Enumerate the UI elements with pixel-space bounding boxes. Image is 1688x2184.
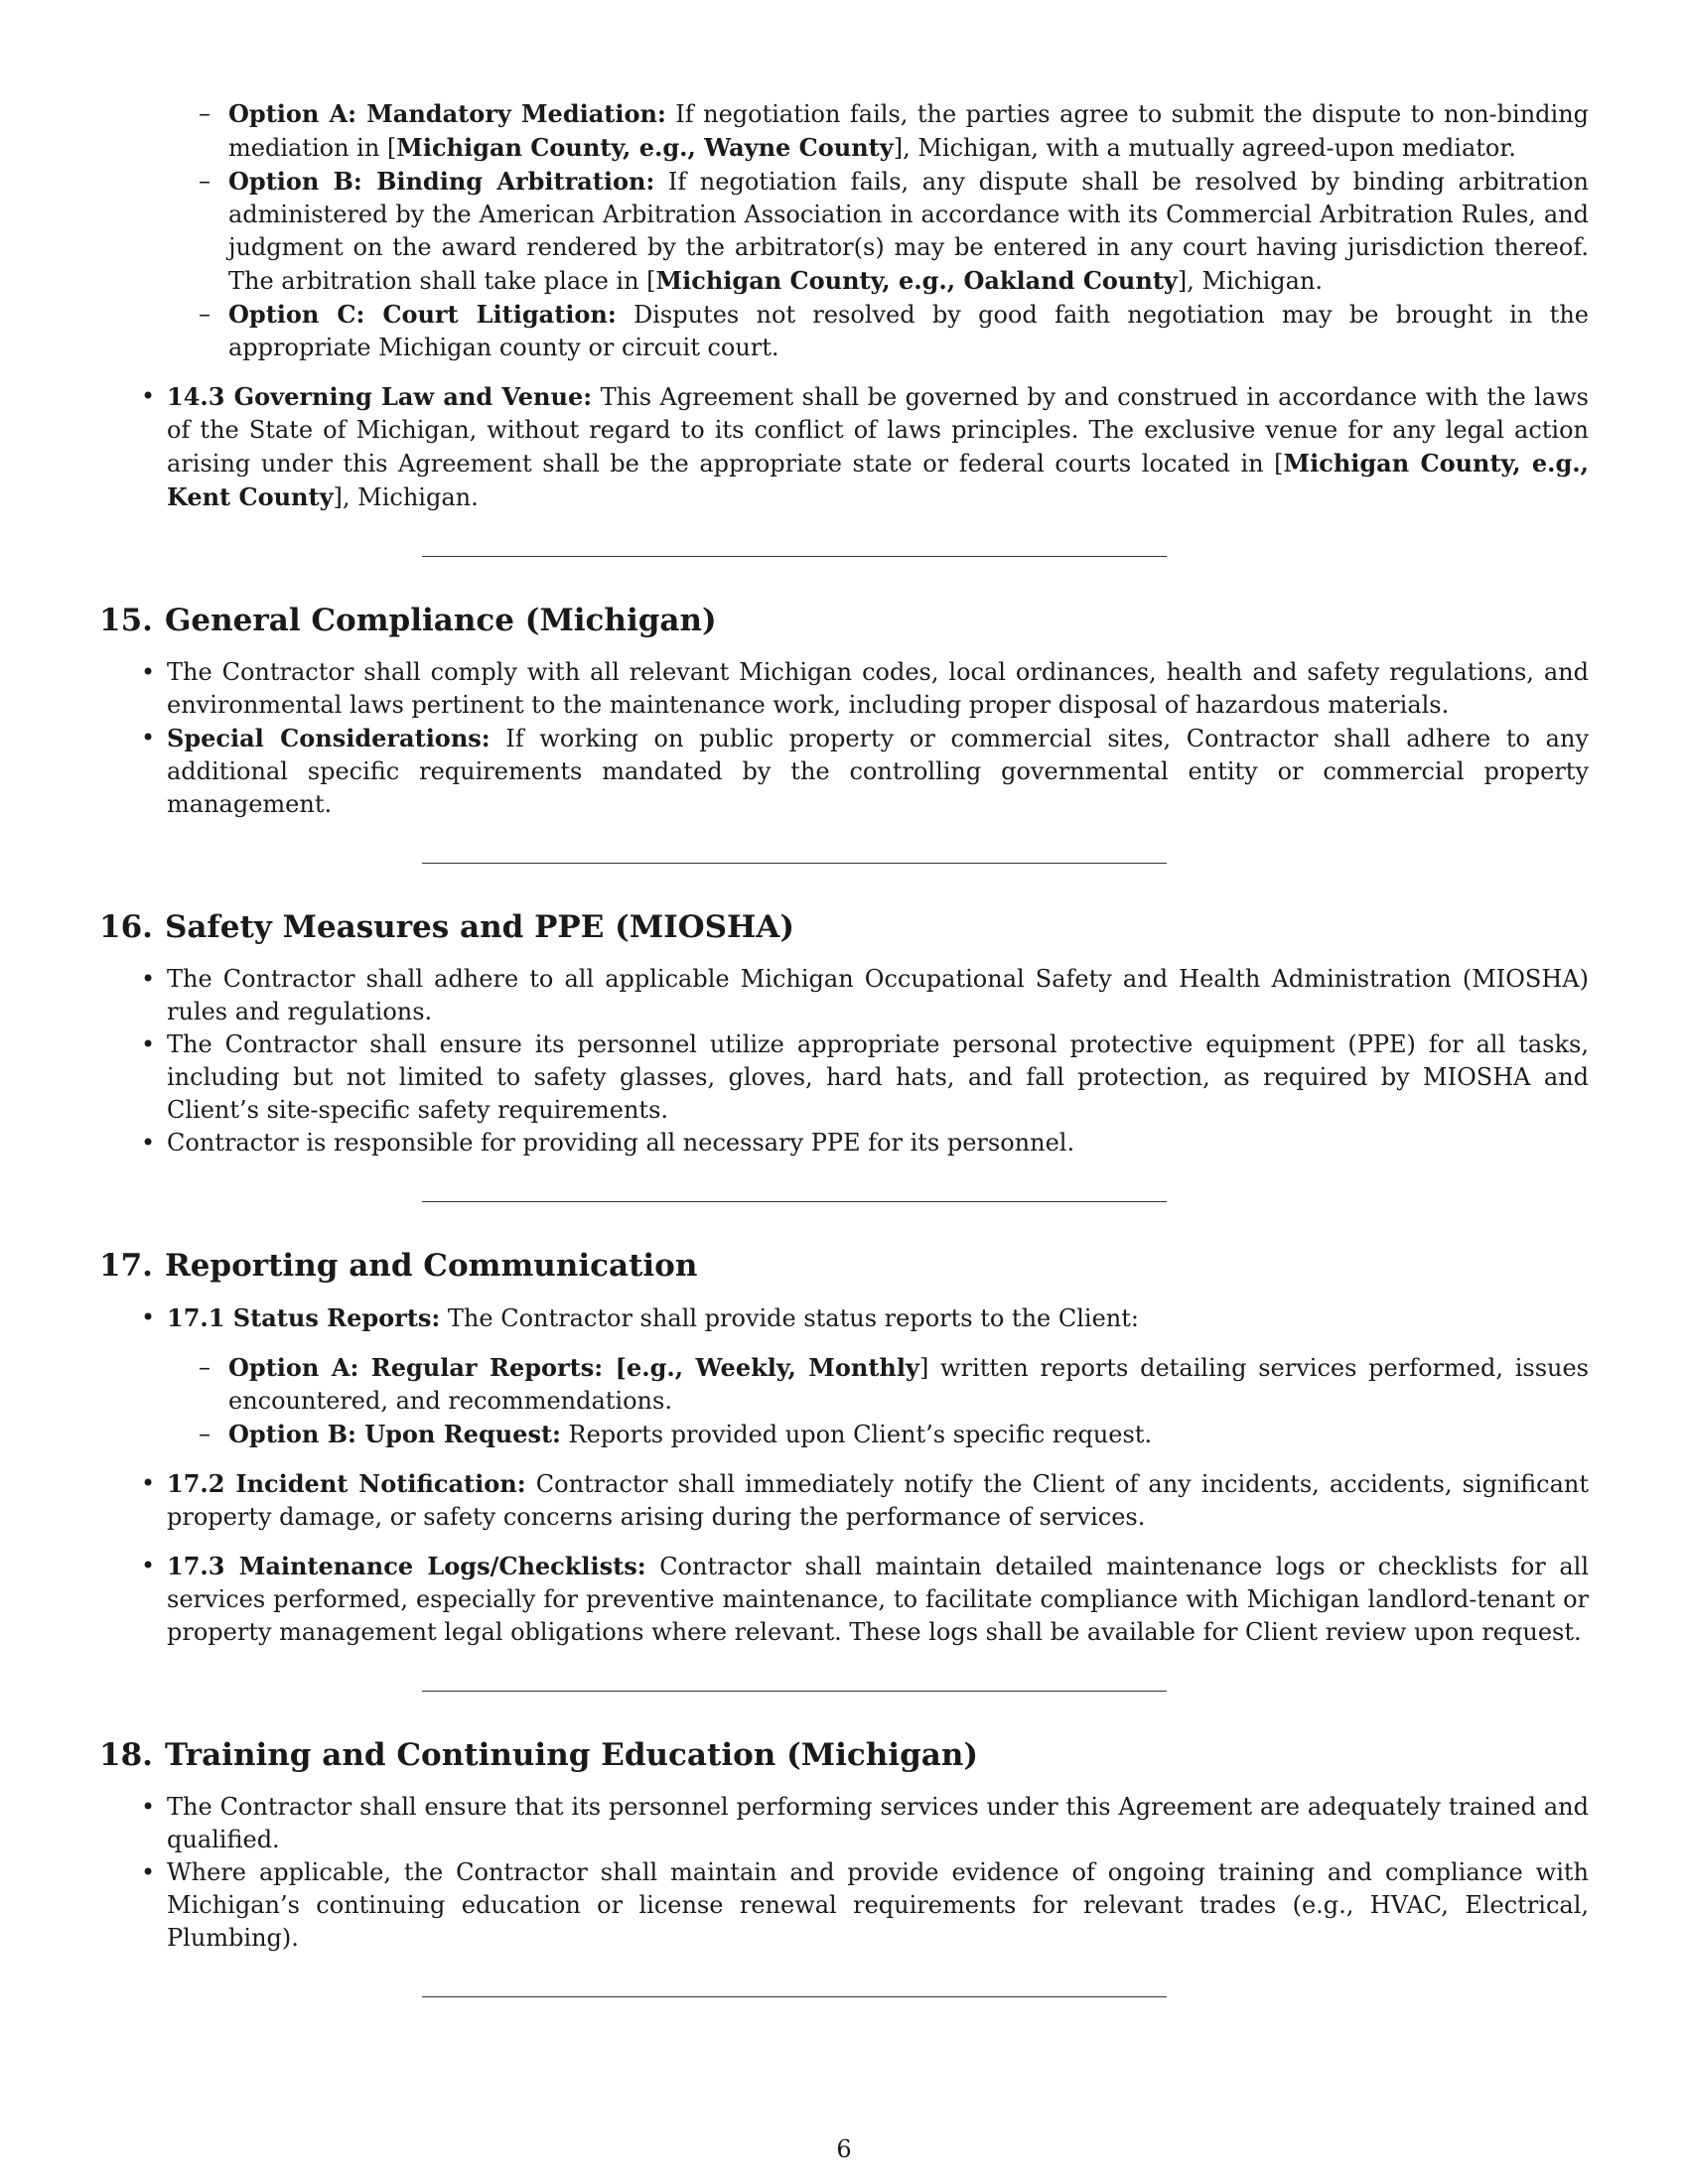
section-divider	[422, 1201, 1167, 1202]
list-item: – Option A: Regular Reports: [e.g., Weekly, Monthly] written reports detailing services performed, issues encountered, and recommendations.	[199, 1351, 1589, 1418]
list-item: • The Contractor shall comply with all relevant Michigan codes, local ordinances, health and safety regulations, and environmental laws pertinent to the maintenance work, including proper disposal of hazardous materials.	[137, 656, 1589, 722]
page-number: 6	[836, 2135, 852, 2163]
section-17-list	[137, 1301, 1589, 1649]
list-item: • The Contractor shall adhere to all applicable Michigan Occupational Safety and Health Administration (MIOSHA) rules and regulations.	[137, 963, 1589, 1028]
list-item: • Special Considerations: If working on public property or commercial sites, Contractor shall adhere to any additional specific requirements mandated by the controlling governmental entity or commercial property management.	[137, 722, 1589, 821]
section-heading-16: 16. Safety Measures and PPE (MIOSHA)	[99, 909, 795, 945]
list-item: – Option A: Mandatory Mediation: If negotiation fails, the parties agree to submit the dispute to non-binding mediation in [Michigan County, e.g., Wayne County], Michigan, with a mutually agreed-upon mediator.	[199, 97, 1589, 165]
report-options-list	[199, 1351, 1589, 1451]
list-item: – Option B: Binding Arbitration: If negotiation fails, any dispute shall be resolved by binding arbitration administered by the American Arbitration Association in accordance with its Commercial Arbitration Rules, and judgment on the award rendered by the arbitrator(s) may be entered in any court having jurisdiction thereof. The arbitration shall take place in [Michigan County, e.g., Oakland County], Michigan.	[199, 165, 1589, 298]
list-item: • 14.3 Governing Law and Venue: This Agreement shall be governed by and construed in accordance with the laws of the State of Michigan, without regard to its conflict of laws principles. The exclusive venue for any legal action arising under this Agreement shall be the appropriate state or federal courts located in [Michigan County, e.g., Kent County], Michigan.	[137, 380, 1589, 514]
list-item: – Option B: Upon Request: Reports provided upon Client’s specific request.	[199, 1418, 1589, 1451]
section-divider	[422, 1691, 1167, 1692]
section-divider	[422, 556, 1167, 557]
list-item: • 17.2 Incident Notification: Contractor shall immediately notify the Client of any incidents, accidents, significant property damage, or safety concerns arising during the performance of services.	[137, 1467, 1589, 1534]
governing-law-list	[137, 380, 1589, 514]
section-heading-18: 18. Training and Continuing Education (Michigan)	[99, 1737, 979, 1773]
section-18-list	[137, 1791, 1589, 1955]
section-heading-15: 15. General Compliance (Michigan)	[99, 603, 717, 638]
list-item: – Option C: Court Litigation: Disputes not resolved by good faith negotiation may be brought in the appropriate Michigan county or circuit court.	[199, 298, 1589, 364]
list-item: • The Contractor shall ensure its personnel utilize appropriate personal protective equipment (PPE) for all tasks, including but not limited to safety glasses, gloves, hard hats, and fall protection, as required by MIOSHA and Client’s site-specific safety requirements.	[137, 1028, 1589, 1127]
section-divider	[422, 1996, 1167, 1997]
section-16-list	[137, 963, 1589, 1160]
dispute-options-list	[199, 97, 1589, 364]
list-item: • Contractor is responsible for providing all necessary PPE for its personnel.	[137, 1127, 1589, 1160]
section-15-list	[137, 656, 1589, 821]
section-divider	[422, 863, 1167, 864]
page-content	[99, 97, 1589, 1997]
list-item: • The Contractor shall ensure that its personnel performing services under this Agreement are adequately trained and qualified.	[137, 1791, 1589, 1856]
list-item: • 17.1 Status Reports: The Contractor shall provide status reports to the Client: – Option A: Regular Reports: [e.g., Weekly, Monthly] written reports detailing services performed, issues encountered, and recommendations. – Option B: Upon Request: Reports provided upon Client’s specific request.	[137, 1301, 1589, 1451]
section-heading-17: 17. Reporting and Communication	[99, 1248, 698, 1284]
list-item: • 17.3 Maintenance Logs/Checklists: Contractor shall maintain detailed maintenance logs or checklists for all services performed, especially for preventive maintenance, to facilitate compliance with Michigan landlord-tenant or property management legal obligations where relevant. These logs shall be available for Client review upon request.	[137, 1550, 1589, 1649]
list-item: • Where applicable, the Contractor shall maintain and provide evidence of ongoing training and compliance with Michigan’s continuing education or license renewal requirements for relevant trades (e.g., HVAC, Electrical, Plumbing).	[137, 1856, 1589, 1955]
